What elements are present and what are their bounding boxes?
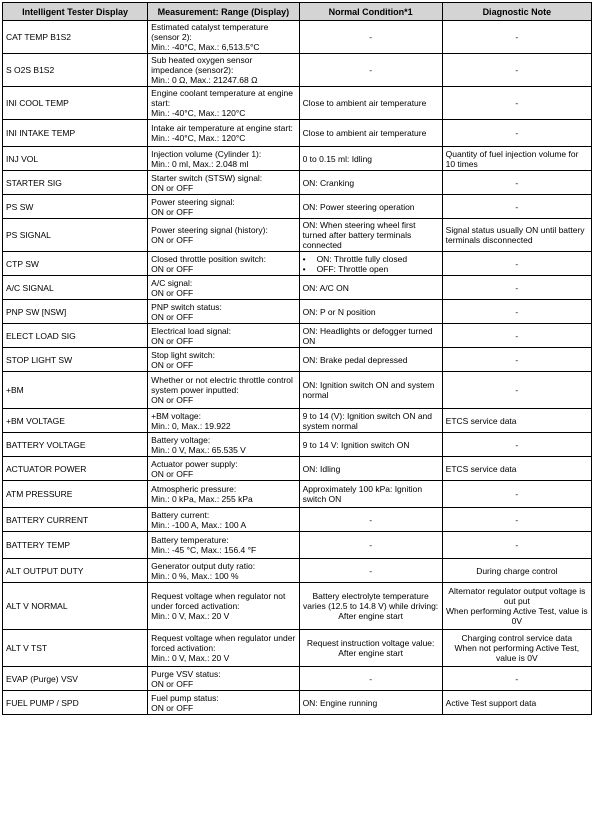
cell-tester-display: +BM VOLTAGE (3, 409, 148, 433)
table-row (3, 409, 592, 433)
cell-normal-condition: 9 to 14 (V): Ignition switch ON and system normal (299, 409, 442, 433)
table-row (3, 120, 592, 147)
cell-measurement-range: Atmospheric pressure: Min.: 0 kPa, Max.: 255 kPa (148, 481, 299, 508)
cell-normal-condition: - (299, 54, 442, 87)
cell-diagnostic-note: - (442, 348, 591, 372)
cell-normal-condition: - (299, 21, 442, 54)
cell-measurement-range: PNP switch status: ON or OFF (148, 300, 299, 324)
cell-normal-condition: Request instruction voltage value: After engine start (299, 630, 442, 667)
cell-tester-display: S O2S B1S2 (3, 54, 148, 87)
header-row (3, 3, 592, 21)
cell-diagnostic-note: - (442, 481, 591, 508)
cell-diagnostic-note: - (442, 532, 591, 559)
table-row (3, 87, 592, 120)
cell-tester-display: ELECT LOAD SIG (3, 324, 148, 348)
table-row (3, 433, 592, 457)
cell-tester-display: ATM PRESSURE (3, 481, 148, 508)
table-row (3, 559, 592, 583)
cell-tester-display: EVAP (Purge) VSV (3, 667, 148, 691)
cell-measurement-range: Fuel pump status: ON or OFF (148, 691, 299, 715)
cell-normal-condition: Approximately 100 kPa: Ignition switch ON (299, 481, 442, 508)
cell-measurement-range: Battery temperature: Min.: -45 °C, Max.: 156.4 °F (148, 532, 299, 559)
cell-normal-condition: - (299, 667, 442, 691)
cell-diagnostic-note: Quantity of fuel injection volume for 10 times (442, 147, 591, 171)
cell-diagnostic-note: - (442, 21, 591, 54)
table-row (3, 457, 592, 481)
cell-measurement-range: Sub heated oxygen sensor impedance (sensor2): Min.: 0 Ω, Max.: 21247.68 Ω (148, 54, 299, 87)
cell-normal-condition: ON: Idling (299, 457, 442, 481)
list-item: • OFF: Throttle open (303, 264, 439, 274)
cell-diagnostic-note: ETCS service data (442, 457, 591, 481)
cell-measurement-range: Battery voltage: Min.: 0 V, Max.: 65.535 V (148, 433, 299, 457)
cell-measurement-range: Engine coolant temperature at engine start: Min.: -40°C, Max.: 120°C (148, 87, 299, 120)
cell-normal-condition: ON: Ignition switch ON and system normal (299, 372, 442, 409)
cell-normal-condition: 0 to 0.15 ml: Idling (299, 147, 442, 171)
cell-normal-condition: ON: Power steering operation (299, 195, 442, 219)
cell-tester-display: ALT V TST (3, 630, 148, 667)
cell-normal-condition: Close to ambient air temperature (299, 87, 442, 120)
cell-normal-condition: ON: Headlights or defogger turned ON (299, 324, 442, 348)
cell-tester-display: FUEL PUMP / SPD (3, 691, 148, 715)
cell-diagnostic-note: - (442, 508, 591, 532)
cell-diagnostic-note: ETCS service data (442, 409, 591, 433)
cell-measurement-range: Actuator power supply: ON or OFF (148, 457, 299, 481)
cell-normal-condition: Battery electrolyte temperature varies (12.5 to 14.8 V) while driving: After engine start (299, 583, 442, 630)
table-row (3, 324, 592, 348)
cell-normal-condition: 9 to 14 V: Ignition switch ON (299, 433, 442, 457)
cell-diagnostic-note: - (442, 433, 591, 457)
cell-normal-condition: ON: P or N position (299, 300, 442, 324)
cell-tester-display: +BM (3, 372, 148, 409)
table-row (3, 171, 592, 195)
cell-measurement-range: Estimated catalyst temperature (sensor 2): Min.: -40°C, Max.: 6,513.5°C (148, 21, 299, 54)
cell-measurement-range: Generator output duty ratio: Min.: 0 %, Max.: 100 % (148, 559, 299, 583)
cell-measurement-range: Battery current: Min.: -100 A, Max.: 100 A (148, 508, 299, 532)
table-row (3, 195, 592, 219)
list-item: • ON: Throttle fully closed (303, 254, 439, 264)
cell-normal-condition: - (299, 508, 442, 532)
cell-diagnostic-note: During charge control (442, 559, 591, 583)
table-row (3, 147, 592, 171)
table-row (3, 372, 592, 409)
cell-tester-display: PS SIGNAL (3, 219, 148, 252)
cell-diagnostic-note: - (442, 54, 591, 87)
cell-tester-display: PS SW (3, 195, 148, 219)
table-row (3, 219, 592, 252)
cell-diagnostic-note: - (442, 372, 591, 409)
cell-diagnostic-note: - (442, 667, 591, 691)
table-row (3, 21, 592, 54)
cell-diagnostic-note: Active Test support data (442, 691, 591, 715)
cell-diagnostic-note: Alternator regulator output voltage is out put When performing Active Test, value is 0V (442, 583, 591, 630)
tester-data-table (2, 2, 592, 715)
cell-diagnostic-note: Charging control service data When not performing Active Test, value is 0V (442, 630, 591, 667)
table-row (3, 300, 592, 324)
cell-measurement-range: Closed throttle position switch: ON or OFF (148, 252, 299, 276)
cell-measurement-range: Request voltage when regulator not under forced activation: Min.: 0 V, Max.: 20 V (148, 583, 299, 630)
cell-measurement-range: Power steering signal (history): ON or OFF (148, 219, 299, 252)
normal-condition-list (303, 254, 439, 274)
cell-measurement-range: Whether or not electric throttle control system power inputted: ON or OFF (148, 372, 299, 409)
cell-tester-display: A/C SIGNAL (3, 276, 148, 300)
cell-measurement-range: Power steering signal: ON or OFF (148, 195, 299, 219)
cell-diagnostic-note: - (442, 171, 591, 195)
cell-diagnostic-note: - (442, 87, 591, 120)
cell-tester-display: BATTERY TEMP (3, 532, 148, 559)
cell-tester-display: ALT OUTPUT DUTY (3, 559, 148, 583)
header-measurement-range: Measurement: Range (Display) (148, 3, 299, 21)
cell-tester-display: INI INTAKE TEMP (3, 120, 148, 147)
cell-normal-condition: ON: Cranking (299, 171, 442, 195)
cell-measurement-range: Request voltage when regulator under forced activation: Min.: 0 V, Max.: 20 V (148, 630, 299, 667)
cell-normal-condition: ON: When steering wheel first turned after battery terminals connected (299, 219, 442, 252)
header-normal-condition: Normal Condition*1 (299, 3, 442, 21)
cell-measurement-range: +BM voltage: Min.: 0, Max.: 19.922 (148, 409, 299, 433)
cell-diagnostic-note: Signal status usually ON until battery terminals disconnected (442, 219, 591, 252)
table-row (3, 276, 592, 300)
cell-measurement-range: Starter switch (STSW) signal: ON or OFF (148, 171, 299, 195)
cell-normal-condition: Close to ambient air temperature (299, 120, 442, 147)
table-row (3, 630, 592, 667)
cell-measurement-range: Stop light switch: ON or OFF (148, 348, 299, 372)
cell-normal-condition (299, 252, 442, 276)
cell-diagnostic-note: - (442, 276, 591, 300)
table-row (3, 481, 592, 508)
table-row (3, 667, 592, 691)
cell-tester-display: BATTERY VOLTAGE (3, 433, 148, 457)
cell-tester-display: ACTUATOR POWER (3, 457, 148, 481)
cell-normal-condition: - (299, 532, 442, 559)
cell-tester-display: PNP SW [NSW] (3, 300, 148, 324)
cell-diagnostic-note: - (442, 252, 591, 276)
cell-tester-display: STOP LIGHT SW (3, 348, 148, 372)
cell-diagnostic-note: - (442, 195, 591, 219)
cell-normal-condition: ON: Engine running (299, 691, 442, 715)
cell-tester-display: BATTERY CURRENT (3, 508, 148, 532)
cell-diagnostic-note: - (442, 324, 591, 348)
cell-tester-display: CTP SW (3, 252, 148, 276)
header-diagnostic-note: Diagnostic Note (442, 3, 591, 21)
cell-tester-display: CAT TEMP B1S2 (3, 21, 148, 54)
cell-measurement-range: Purge VSV status: ON or OFF (148, 667, 299, 691)
cell-normal-condition: - (299, 559, 442, 583)
table-row (3, 54, 592, 87)
table-body (3, 21, 592, 715)
table-row (3, 252, 592, 276)
table-row (3, 532, 592, 559)
cell-tester-display: INI COOL TEMP (3, 87, 148, 120)
cell-tester-display: STARTER SIG (3, 171, 148, 195)
cell-measurement-range: Injection volume (Cylinder 1): Min.: 0 ml, Max.: 2.048 ml (148, 147, 299, 171)
table-row (3, 691, 592, 715)
cell-measurement-range: Intake air temperature at engine start: Min.: -40°C, Max.: 120°C (148, 120, 299, 147)
table-row (3, 583, 592, 630)
table-row (3, 508, 592, 532)
cell-diagnostic-note: - (442, 300, 591, 324)
cell-normal-condition: ON: A/C ON (299, 276, 442, 300)
table-header (3, 3, 592, 21)
cell-diagnostic-note: - (442, 120, 591, 147)
cell-measurement-range: A/C signal: ON or OFF (148, 276, 299, 300)
cell-tester-display: ALT V NORMAL (3, 583, 148, 630)
header-tester-display: Intelligent Tester Display (3, 3, 148, 21)
cell-normal-condition: ON: Brake pedal depressed (299, 348, 442, 372)
table-row (3, 348, 592, 372)
cell-tester-display: INJ VOL (3, 147, 148, 171)
cell-measurement-range: Electrical load signal: ON or OFF (148, 324, 299, 348)
